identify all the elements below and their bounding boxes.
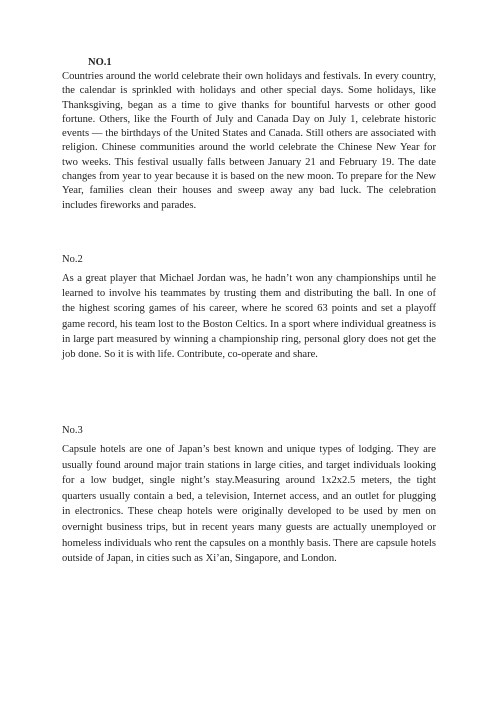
section-3 xyxy=(62,424,436,567)
section-heading: No.3 xyxy=(62,425,83,436)
section-paragraph: Countries around the world celebrate their own holidays and festivals. In every country, the calendar is sprinkled with holidays and other special days. Some holidays, like Thanksgiving, began as a time to give thanks for bountiful harvests or other good fortune. Others, like the Fourth of July and Canada Day on July 1, celebrate historic events — the birthdays of the United States and Canada. Still others are associated with religion. Chinese communities around the world celebrate the Chinese New Year for two weeks. This festival usually falls between January 21 and February 19. The date changes from year to year because it is based on the new moon. To prepare for the New Year, families clean their houses and sweep away any bad luck. The celebration includes fireworks and parades. xyxy=(62,71,436,211)
section-paragraph: Capsule hotels are one of Japan’s best known and unique types of lodging. They are usually found around major train stations in large cities, and target individuals looking for a low budget, single night’s stay.Measuring around 1x2x2.5 meters, the tight quarters usually contain a bed, a television, Internet access, and an outlet for plugging in electronics. These cheap hotels were originally developed to be used by men on overnight business trips, but in recent years many guests are actually unemployed or homeless individuals who rent the capsules on a monthly basis. There are capsule hotels outside of Japan, in cities such as Xi’an, Singapore, and London. xyxy=(62,444,436,565)
section-paragraph: As a great player that Michael Jordan was, he hadn’t won any championships until he learned to involve his teammates by trusting them and distributing the ball. In one of the highest scoring games of his career, where he scored 63 points and set a playoff game record, his team lost to the Boston Celtics. In a sport where individual greatness is in large part measured by winning a championship ring, personal glory does not get the job done. So it is with life. Contribute, co-operate and share. xyxy=(62,273,436,361)
section-1 xyxy=(62,56,436,213)
section-heading: NO.1 xyxy=(88,57,112,68)
section-2 xyxy=(62,253,436,362)
section-heading: No.2 xyxy=(62,254,83,265)
